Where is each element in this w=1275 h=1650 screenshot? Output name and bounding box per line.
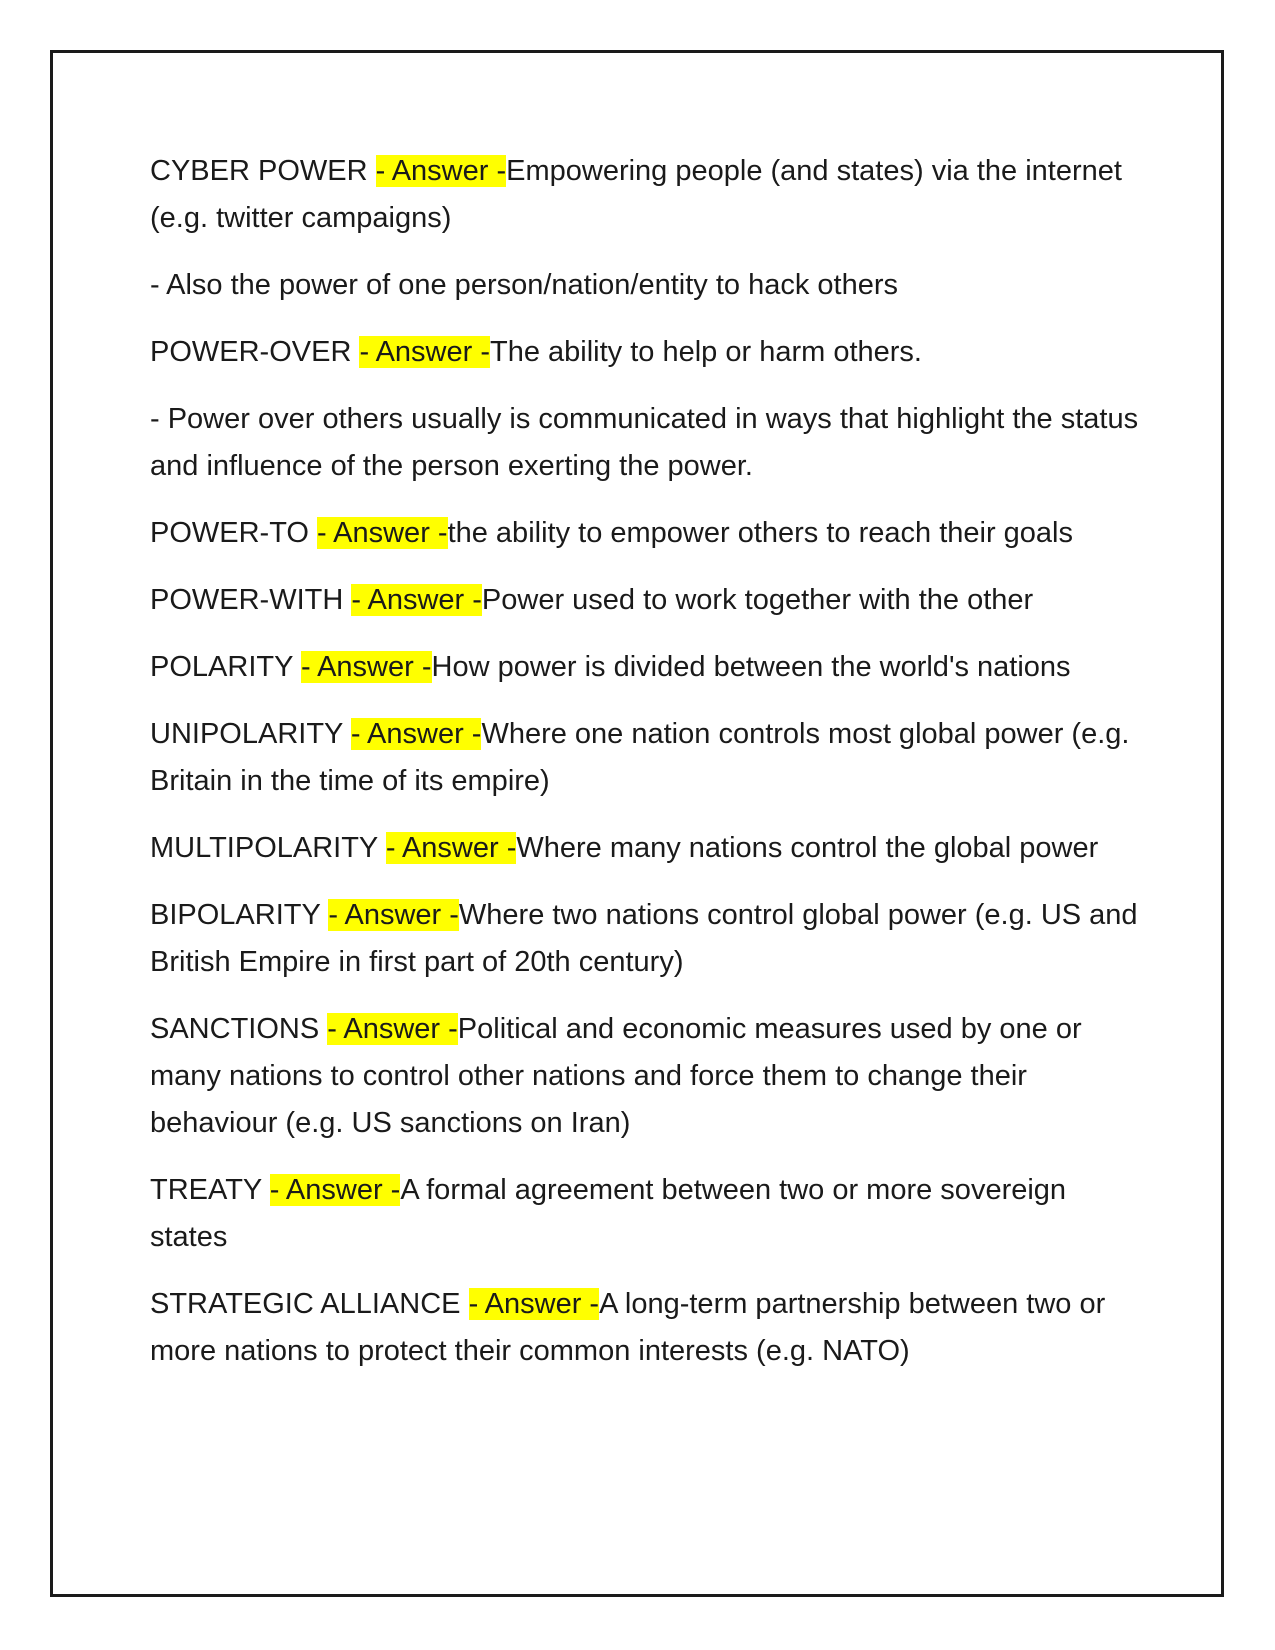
entry-treaty xyxy=(150,1167,1140,1261)
term: STRATEGIC ALLIANCE xyxy=(150,1288,461,1320)
answer-highlight: - Answer - xyxy=(375,155,507,187)
definition: Empowering people (and states) via the internet (e.g. twitter campaigns) xyxy=(150,155,1122,234)
term: POLARITY xyxy=(150,651,293,683)
term: MULTIPOLARITY xyxy=(150,832,378,864)
term: CYBER POWER xyxy=(150,155,368,187)
answer-highlight: - Answer - xyxy=(350,718,482,750)
term: POWER-WITH xyxy=(150,584,344,616)
definition: How power is divided between the world's nations xyxy=(431,651,1071,683)
note-hacking xyxy=(150,262,1140,309)
answer-highlight: - Answer - xyxy=(385,832,517,864)
note-power-over xyxy=(150,396,1140,490)
entry-power-with xyxy=(150,577,1140,624)
entry-power-to xyxy=(150,510,1140,557)
answer-highlight: - Answer - xyxy=(269,1174,401,1206)
definition: Where many nations control the global power xyxy=(516,832,1099,864)
entry-cyber-power xyxy=(150,148,1140,242)
answer-highlight: - Answer - xyxy=(328,899,459,931)
term: POWER-TO xyxy=(150,517,309,549)
entry-power-over xyxy=(150,329,1140,376)
definition: the ability to empower others to reach their goals xyxy=(447,517,1074,549)
answer-highlight: - Answer - xyxy=(317,517,448,549)
term: BIPOLARITY xyxy=(150,899,321,931)
entry-polarity xyxy=(150,644,1140,691)
entry-bipolarity xyxy=(150,892,1140,986)
definition: A long-term partnership between two or more nations to protect their common interests (e.g. NATO) xyxy=(150,1288,1106,1367)
answer-highlight: - Answer - xyxy=(351,584,482,616)
entry-unipolarity xyxy=(150,711,1140,805)
entry-multipolarity xyxy=(150,825,1140,872)
answer-highlight: - Answer - xyxy=(359,336,490,368)
entry-strategic-alliance xyxy=(150,1281,1140,1375)
note-text: - Power over others usually is communicated in ways that highlight the status and influence of the person exerting the power. xyxy=(150,403,1139,482)
definition: Political and economic measures used by one or many nations to control other nations and force them to change their behaviour (e.g. US sanctions on Iran) xyxy=(150,1013,1082,1139)
definition: A formal agreement between two or more sovereign states xyxy=(150,1174,1067,1253)
definition: Where one nation controls most global power (e.g. Britain in the time of its empire) xyxy=(150,718,1130,797)
definition: Power used to work together with the other xyxy=(481,584,1034,616)
term: UNIPOLARITY xyxy=(150,718,343,750)
note-text: - Also the power of one person/nation/entity to hack others xyxy=(150,269,899,301)
definition: Where two nations control global power (e.g. US and British Empire in first part of 20th century) xyxy=(150,899,1138,978)
answer-highlight: - Answer - xyxy=(300,651,432,683)
term: POWER-OVER xyxy=(150,336,352,368)
answer-highlight: - Answer - xyxy=(327,1013,458,1045)
definition: The ability to help or harm others. xyxy=(490,336,922,368)
answer-highlight: - Answer - xyxy=(468,1288,600,1320)
term: TREATY xyxy=(150,1174,262,1206)
entry-sanctions xyxy=(150,1006,1140,1147)
flashcard-list xyxy=(150,148,1140,1395)
term: SANCTIONS xyxy=(150,1013,320,1045)
